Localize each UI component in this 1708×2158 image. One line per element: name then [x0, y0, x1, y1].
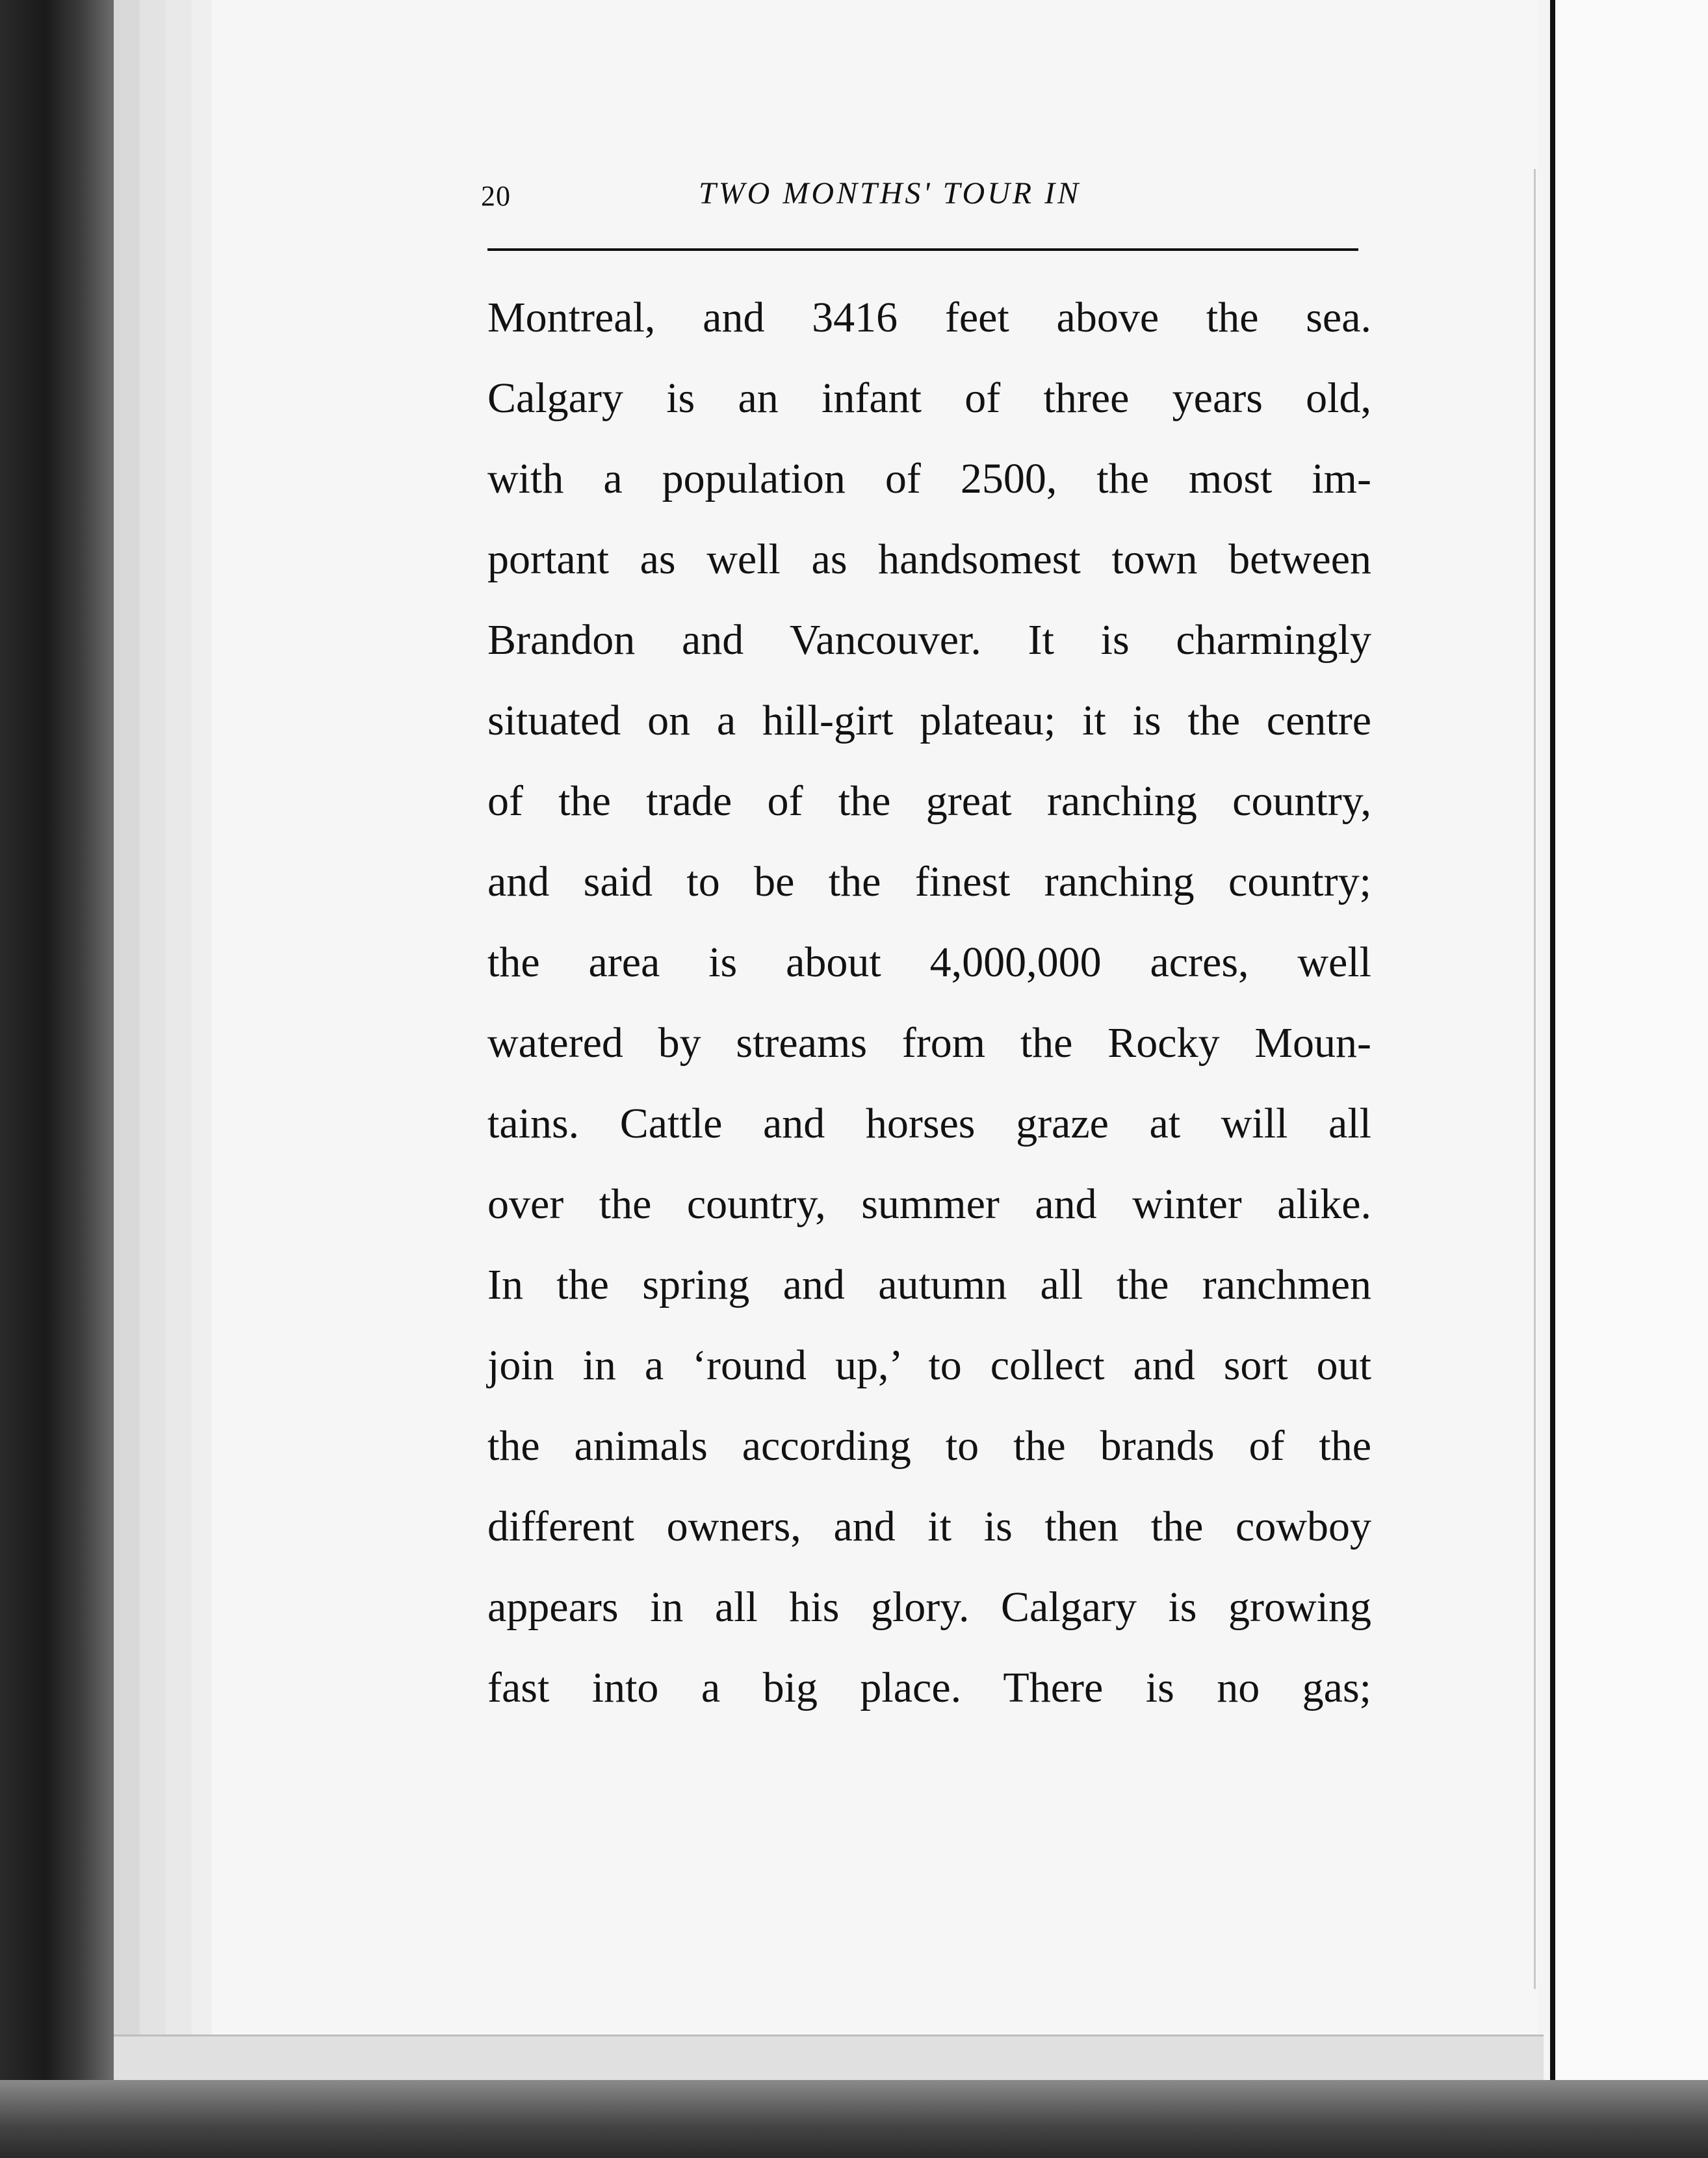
text-line: portant as well as handsomest town between: [487, 536, 1371, 583]
text-line: In the spring and autumn all the ranchmen: [487, 1261, 1371, 1308]
text-line: Brandon and Vancouver. It is charmingly: [487, 616, 1371, 664]
header-rule: [487, 248, 1358, 251]
page-edge: [140, 0, 168, 2100]
page-shadow-line: [1534, 169, 1536, 1989]
text-line: and said to be the finest ranching country;: [487, 858, 1371, 905]
running-head: [481, 168, 1358, 226]
page-edge: [166, 0, 194, 2100]
adjacent-page: [1555, 0, 1708, 2080]
text-line: with a population of 2500, the most im-: [487, 455, 1371, 502]
text-line: Calgary is an infant of three years old,: [487, 374, 1371, 422]
text-line: over the country, summer and winter alike.: [487, 1180, 1371, 1228]
text-line: appears in all his glory. Calgary is growing: [487, 1583, 1371, 1631]
text-line: of the trade of the great ranching country,: [487, 777, 1371, 825]
text-line: fast into a big place. There is no gas;: [487, 1664, 1371, 1711]
text-line: tains. Cattle and horses graze at will all: [487, 1100, 1371, 1147]
text-line: different owners, and it is then the cowboy: [487, 1503, 1371, 1550]
text-line: join in a ‘round up,’ to collect and sort out: [487, 1342, 1371, 1389]
page-edge: [192, 0, 214, 2100]
text-line: the animals according to the brands of the: [487, 1422, 1371, 1470]
text-line: Montreal, and 3416 feet above the sea.: [487, 294, 1371, 341]
text-line: situated on a hill-girt plateau; it is the centre: [487, 697, 1371, 744]
text-line: watered by streams from the Rocky Moun-: [487, 1019, 1371, 1067]
text-line: the area is about 4,000,000 acres, well: [487, 939, 1371, 986]
page-number: 20: [481, 180, 511, 212]
body-text: [487, 286, 1371, 1737]
running-title: TWO MONTHS' TOUR IN: [699, 176, 1081, 211]
scan-bottom-shadow: [0, 2080, 1708, 2158]
book-binding-edge: [0, 0, 114, 2158]
page-bottom-edge: [114, 2034, 1544, 2082]
adjacent-page-border: [1550, 0, 1555, 2080]
page-edge: [114, 0, 142, 2100]
